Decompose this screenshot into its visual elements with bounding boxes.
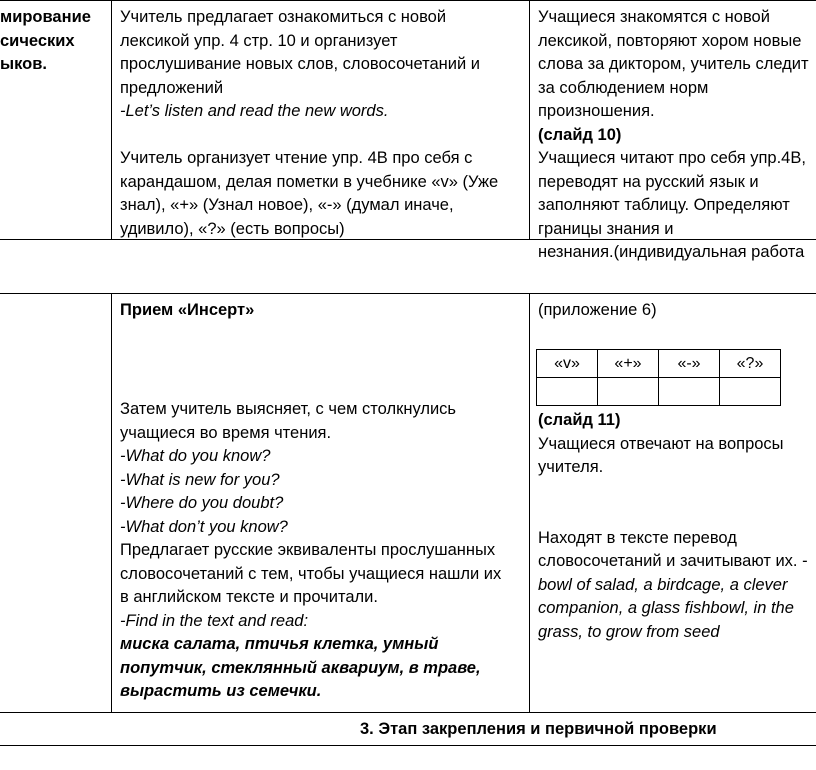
row1-divider-right (529, 0, 530, 240)
phrase-en-line: companion, a glass fishbowl, in the (538, 599, 794, 617)
table-top-border (0, 0, 816, 1)
appendix-label: (приложение 6) (538, 301, 657, 319)
row1-teacher-activity (120, 6, 525, 241)
insert-technique-title: Прием «Инсерт» (120, 301, 255, 319)
phrase-ru-line: миска салата, птичья клетка, умный (120, 635, 439, 653)
slide-label: (слайд 11) (538, 411, 621, 429)
row2-divider-right (529, 293, 530, 713)
intro-line: прослушивание новых слов, словосочетаний и (120, 55, 481, 73)
english-phrase: -Let’s listen and read the new words. (120, 102, 389, 120)
row2-student-activity: (слайд 11) Учащиеся отвечают на вопросы учителя. Находят в тексте перевод словосочетаний и зачитывают их. - bowl of salad, a birdcage, a clever companion, a glass fishbowl, in the grass, to grow from seed (538, 409, 816, 644)
stage-heading: 3. Этап закрепления и первичной проверки (360, 720, 717, 738)
intro-line: Учитель предлагает ознакомиться с новой (120, 8, 447, 26)
intro-line: предложений (120, 78, 224, 97)
phrase-en-line: grass, to grow from seed (538, 622, 720, 641)
question-line: -What do you know? (120, 447, 271, 465)
row2-divider-left (111, 293, 112, 713)
phrase-ru-line: вырастить из семечки. (120, 682, 322, 700)
insert-header-minus: «-» (659, 350, 720, 378)
insert-table (536, 349, 781, 406)
row1-student-activity: Учащиеся знакомятся с новой лексикой, повторяют хором новые слова за диктором, учитель следит за соблюдением норм произношения. (слайд 10) Учащиеся читают про себя упр.4B, переводят на русский язык и заполняют таблицу. Определяют границы знания и незнания.(индивидуальная работа (538, 6, 816, 265)
phrase-en-line: bowl of salad, a birdcage, a clever (538, 575, 788, 594)
insert-cell (720, 378, 781, 406)
task-line: -Find in the text and read: (120, 611, 309, 630)
question-line: -What don’t you know? (120, 517, 288, 536)
row2-bottom-border (0, 712, 816, 713)
phrase-ru-line: попутчик, стеклянный аквариум, в траве, (120, 658, 481, 677)
reading-line: карандашом, делая пометки в учебнике «v» (Уже (120, 172, 499, 191)
insert-header-v: «v» (537, 350, 598, 378)
insert-header-question: «?» (720, 350, 781, 378)
row2-top-border (0, 293, 816, 294)
row2-teacher-activity: Затем учитель выясняет, с чем столкнулись учащиеся во время чтения. -What do you know? -What is new for you? -Where do you doubt? -What don’t you know? Предлагает русские эквиваленты прослушанных словосочетаний с тем, чтобы учащиеся нашли их в английском тексте и прочитали. -Find in the text and read: миска салата, птичья клетка, умный попутчик, стеклянный аквариум, в траве, вырастить из семечки. (120, 398, 525, 704)
question-line: -What is new for you? (120, 470, 280, 489)
stage-row-bottom-border (0, 745, 816, 746)
reading-line: удивило), «?» (есть вопросы) (120, 219, 345, 238)
insert-cell (659, 378, 720, 406)
reading-line: знал), «+» (Узнал новое), «-» (думал иначе, (120, 196, 454, 214)
insert-cell (598, 378, 659, 406)
row1-divider-left (111, 0, 112, 240)
reading-line: Учитель организует чтение упр. 4B про себя с (120, 149, 473, 167)
insert-cell (537, 378, 598, 406)
insert-header-plus: «+» (598, 350, 659, 378)
question-line: -Where do you doubt? (120, 494, 284, 512)
row1-stage-name: мирование сических ыков. (0, 8, 91, 73)
intro-line: лексикой упр. 4 стр. 10 и организует (120, 31, 398, 50)
slide-label: (слайд 10) (538, 125, 622, 144)
